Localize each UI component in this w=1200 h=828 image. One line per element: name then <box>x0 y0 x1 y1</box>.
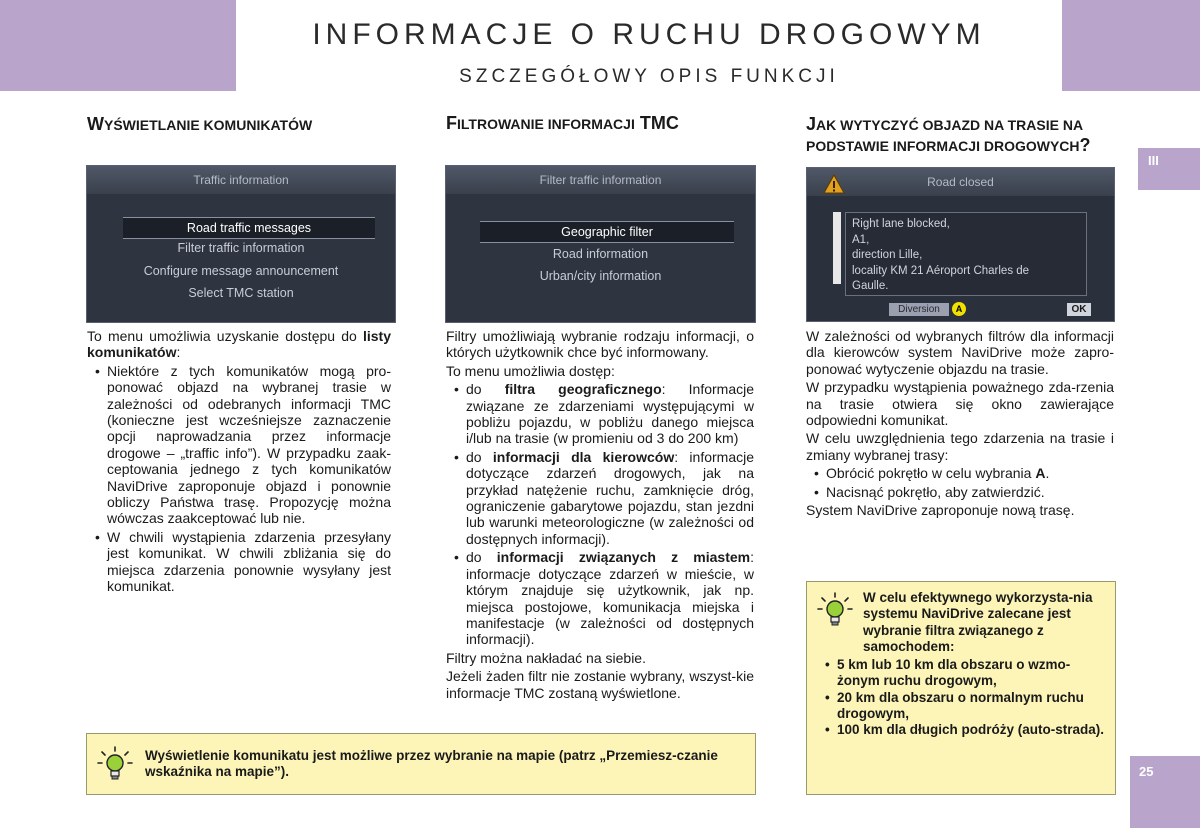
marker-a: A <box>952 302 966 316</box>
col3-heading-initial: J <box>806 114 817 134</box>
text-run: do <box>466 381 505 398</box>
list-item: • Niektóre z tych komunikatów mogą pro-ponować objazd na wybranej trasie w zależności od odebranych informacji TMC (konieczne jest wcześniejsze zaznaczenie opcji naprowadzania przez informacje drogowe – „traffic info”). W przypadku zaak-ceptowania jednego z tych komunikatów NaviDrive zaproponuje objazd i ponownie obliczy Państwa trasę. Propozycję można wówczas zaakceptować lub nie. <box>87 363 391 527</box>
text-run: To menu umożliwia uzyskanie dostępu do <box>87 328 363 344</box>
message-box <box>845 212 1087 296</box>
tip-box-right <box>806 581 1116 795</box>
col1-heading <box>87 114 312 136</box>
col1-heading-rest: YŚWIETLANIE KOMUNIKATÓW <box>104 117 313 133</box>
col3-heading <box>806 114 1116 156</box>
message-line: Gaulle. <box>852 280 889 292</box>
screen-item: Urban/city information <box>539 269 662 283</box>
text-run-bold: A <box>1035 465 1046 482</box>
col3-p4: System NaviDrive zaproponuje nową trasę. <box>806 502 1075 519</box>
col2-heading-initial: F <box>446 113 457 133</box>
tip-right-list <box>821 657 1105 738</box>
col2-p3: Filtry można nakładać na siebie. <box>446 649 646 666</box>
diversion-button: Diversion <box>889 303 949 316</box>
col3-p3: W celu uwzględnienia tego zdarzenia na trasie i zmiany wybranej trasy: <box>806 430 1114 463</box>
screen-title: Road closed <box>927 175 994 189</box>
text-run: : informacje dotyczące zdarzeń w mieście, w którym znajduje się użytkownik, jak np. miejsca postojowe, komunikacja miejska i manifestacje (w zależności od dostępnych informacji). <box>466 549 755 648</box>
text-run: Obrócić pokrętło w celu wybrania <box>826 465 1036 482</box>
col3-bullet-list <box>806 465 1114 500</box>
screen-item-selected: Geographic filter <box>480 221 734 243</box>
col2-bullet-list <box>446 381 754 648</box>
list-item: • 100 km dla długich podróży (auto-strada). <box>821 722 1105 738</box>
col2-heading-tail: TMC <box>634 113 679 133</box>
col1-bullet-list <box>87 363 391 595</box>
message-text <box>852 217 1029 295</box>
col1-intro <box>87 328 391 361</box>
list-item: • 20 km dla obszaru o normalnym ruchu drogowym, <box>821 690 1105 723</box>
list-item: • Nacisnąć pokrętło, aby zatwierdzić. <box>806 484 1114 500</box>
text-run: : informacje dotyczące zdarzeń drogowych, jak na przykład natężenie ruchu, zamknięcie dróg, ograniczenie gabarytowe pojazdu, stan jezdni lub warunki meteorologiczne (w zależności od dostępnych informacji). <box>466 448 754 547</box>
tip-bottom-text: Wyświetlenie komunikatu jest możliwe przez wybranie na mapie (patrz „Przemiesz-czanie wskaźnika na mapie”). <box>145 748 718 780</box>
screen-item: Configure message announcement <box>143 264 339 278</box>
col1-body <box>87 328 391 597</box>
col3-heading-line2: PODSTAWIE INFORMACJI DROGOWYCH <box>806 138 1080 154</box>
col2-heading-rest: ILTROWANIE INFORMACJI <box>457 116 635 132</box>
screen-title: Filter traffic information <box>539 173 662 187</box>
text-run: : Informacje związane ze zdarzeniami występującymi w pobliżu pojazdu, w pobliżu danego miejsca i/lub na trasie (w promieniu od 3 do 200 km) <box>466 381 754 447</box>
col3-p1: W zależności od wybranych filtrów dla informacji dla kierowców system NaviDrive może zapro-ponować wytyczenie objazdu na trasie. <box>806 328 1114 377</box>
tip-right-text <box>821 590 1105 739</box>
screen-title: Traffic information <box>193 173 289 187</box>
screen-item-selected: Road traffic messages <box>123 217 375 239</box>
page-number: 25 <box>1139 764 1154 779</box>
col2-heading <box>446 113 679 135</box>
road-closed-screen <box>806 167 1115 322</box>
col2-p1: Filtry umożliwiają wybranie rodzaju informacji, o których użytkownik chce być informowany. <box>446 328 754 361</box>
text-run-bold: informacji dla kierowców <box>492 448 675 465</box>
lightbulb-icon <box>97 746 133 782</box>
traffic-info-screen <box>86 165 396 323</box>
col1-heading-initial: W <box>87 114 104 134</box>
list-item <box>446 549 754 647</box>
text-run: do <box>466 549 497 566</box>
text-run-bold: informacji związanych z miastem <box>496 549 751 566</box>
col3-p2: W przypadku wystąpienia poważnego zda-rzenia na trasie otwiera się okno zawierające odpowiedni komunikat. <box>806 379 1114 429</box>
col2-p2: To menu umożliwia dostęp: <box>446 362 615 379</box>
page-title: INFORMACJE O RUCHU DROGOWYM <box>312 18 986 51</box>
text-run: : <box>176 344 181 361</box>
col3-heading-line1: AK WYTYCZYĆ OBJAZD NA TRASIE NA <box>816 117 1084 133</box>
message-line: locality KM 21 Aéroport Charles de <box>852 264 1030 277</box>
col2-body <box>446 328 754 703</box>
tip-box-bottom <box>86 733 756 795</box>
message-line: A1, <box>852 233 870 246</box>
tip-right-intro: W celu efektywnego wykorzysta-nia systemu NaviDrive zalecane jest wybranie filtra związanego z samochodem: <box>863 590 1093 654</box>
col3-body <box>806 328 1114 520</box>
screen-item: Filter traffic information <box>177 241 305 255</box>
chapter-tab-label: III <box>1148 153 1159 168</box>
page-subtitle: SZCZEGÓŁOWY OPIS FUNKCJI <box>459 66 839 87</box>
col3-heading-q: ? <box>1079 135 1091 155</box>
page-number-box <box>1130 756 1200 828</box>
screen-item: Road information <box>552 247 649 261</box>
message-line: Right lane blocked, <box>852 218 950 230</box>
text-run: do <box>466 448 493 465</box>
chapter-tab <box>1138 148 1200 190</box>
list-item <box>446 449 754 547</box>
filter-info-screen <box>445 165 756 323</box>
list-item: • W chwili wystąpienia zdarzenia przesyłany jest komunikat. W chwili zbliżania się do miejsca zdarzenia ponownie wysyłany jest komunikat. <box>87 529 391 595</box>
text-run: . <box>1045 465 1050 482</box>
ok-button: OK <box>1067 303 1091 316</box>
scroll-indicator <box>833 212 841 284</box>
text-run-bold: listy komunikatów <box>87 328 391 361</box>
message-line: direction Lille, <box>852 249 923 261</box>
text-run-bold: filtra geograficznego <box>504 381 662 398</box>
list-item: • 5 km lub 10 km dla obszaru o wzmo-żonym ruchu drogowym, <box>821 657 1105 690</box>
col2-p4: Jeżeli żaden filtr nie zostanie wybrany, wszyst-kie informacje TMC zostaną wyświetlone. <box>446 668 754 701</box>
screen-item: Select TMC station <box>188 286 294 300</box>
list-item <box>446 381 754 447</box>
list-item <box>806 465 1114 481</box>
